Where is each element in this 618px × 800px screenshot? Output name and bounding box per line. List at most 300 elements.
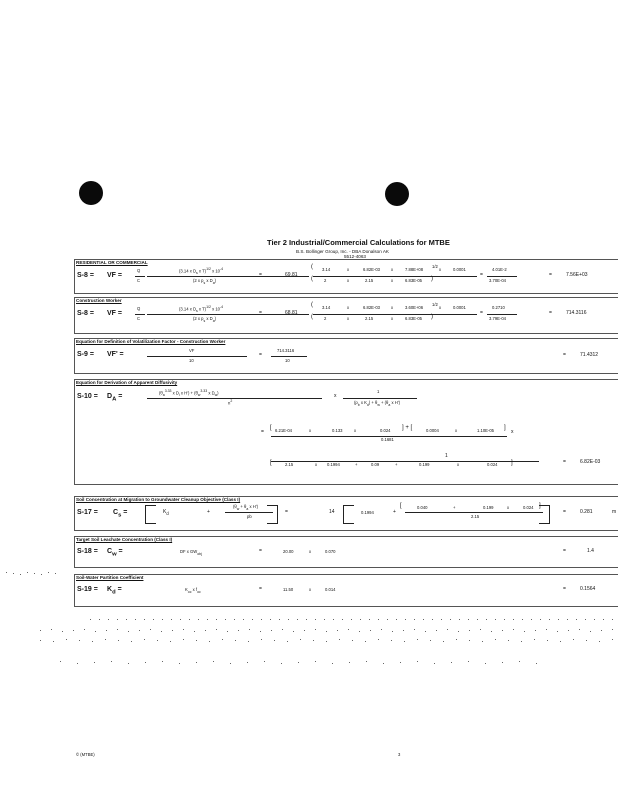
- ratio-line: [487, 314, 517, 315]
- scan-speck: [196, 662, 197, 663]
- scan-speck: [62, 631, 63, 632]
- operator: x: [354, 428, 357, 433]
- equals-sign: =: [549, 310, 552, 316]
- value: 1.10E-05: [477, 428, 494, 433]
- operator: x: [347, 267, 350, 272]
- value: 0.0004: [426, 428, 439, 433]
- frac-den-c: C: [137, 278, 141, 283]
- operator: +: [207, 509, 210, 515]
- equals-sign: =: [480, 310, 483, 316]
- scan-speck: [298, 662, 299, 663]
- section-s9: [74, 338, 618, 374]
- scan-speck: [227, 631, 228, 632]
- scan-speck: [92, 641, 93, 642]
- result-value: 714.3116: [566, 310, 587, 316]
- scan-speck: [436, 630, 437, 631]
- scan-speck: [423, 619, 424, 620]
- value-q-over-c: 68.81: [285, 310, 298, 316]
- scan-speck: [99, 619, 100, 620]
- scan-speck: [162, 619, 163, 620]
- section-s8-construction: [74, 297, 618, 334]
- scan-speck: [84, 629, 85, 630]
- scan-speck: [477, 619, 478, 620]
- scan-speck: [40, 640, 41, 641]
- equation-label: S-18 =: [77, 548, 98, 555]
- scan-speck: [111, 661, 112, 662]
- scan-speck: [573, 639, 574, 640]
- scan-speck: [568, 630, 569, 631]
- scan-speck: [468, 661, 469, 662]
- scan-speck: [425, 631, 426, 632]
- frac2-line: [343, 398, 417, 399]
- scan-speck: [342, 619, 343, 620]
- scan-speck: [313, 640, 314, 641]
- scan-speck: [546, 629, 547, 630]
- scan-speck: [432, 619, 433, 620]
- paren-open: [: [400, 503, 402, 509]
- value: 6.82E-03: [363, 305, 380, 310]
- scan-speck: [274, 640, 275, 641]
- scan-speck: [216, 629, 217, 630]
- section-header: Equation for Derivation of Apparent Diffusivity: [76, 380, 178, 385]
- formula-line: [147, 398, 322, 399]
- scan-speck: [150, 629, 151, 630]
- scan-speck: [40, 630, 41, 631]
- equation-label: S-17 =: [77, 509, 98, 516]
- equals-sign: =: [563, 352, 566, 358]
- operator: +: [355, 462, 358, 467]
- scan-speck: [414, 619, 415, 620]
- operator: x: [507, 505, 510, 510]
- value: 0.1994: [361, 510, 374, 515]
- value-denominator: 2.15: [471, 514, 480, 519]
- value: 0.1994: [327, 462, 340, 467]
- operator: x: [455, 428, 458, 433]
- scan-speck: [339, 639, 340, 640]
- scan-speck: [270, 619, 271, 620]
- section-header: Soil-Water Partition Coefficient: [76, 575, 144, 580]
- scan-speck: [196, 640, 197, 641]
- scan-speck: [170, 641, 171, 642]
- scan-speck: [599, 641, 600, 642]
- scan-speck: [95, 631, 96, 632]
- scan-speck: [576, 619, 577, 620]
- value: 3.14: [322, 267, 331, 272]
- equals-sign: =: [259, 272, 262, 278]
- equals-sign: =: [480, 272, 483, 278]
- scan-speck: [482, 641, 483, 642]
- value: 3.60E+06: [405, 305, 424, 310]
- scan-speck: [365, 641, 366, 642]
- scan-speck: [247, 662, 248, 663]
- scan-speck: [248, 641, 249, 642]
- scan-speck: [469, 630, 470, 631]
- result-value: 6.82E-03: [580, 459, 601, 465]
- scan-speck: [324, 619, 325, 620]
- operator: x: [334, 393, 337, 399]
- value: 0.024: [380, 428, 391, 433]
- equals-sign: =: [261, 429, 264, 435]
- scan-speck: [108, 619, 109, 620]
- operator: +: [393, 509, 396, 515]
- scan-speck: [513, 629, 514, 630]
- section-s19: [74, 574, 618, 607]
- scan-speck: [315, 619, 316, 620]
- scan-speck: [366, 661, 367, 662]
- scan-speck: [524, 631, 525, 632]
- formula-numerator: (3.14 x $D_s$ x T)$^{1/2}$ x $10^{-4}$: [179, 267, 224, 276]
- frac-one: 1: [445, 453, 448, 459]
- scan-speck: [79, 640, 80, 641]
- operator: x: [315, 462, 318, 467]
- punch-hole-right: [385, 182, 409, 206]
- paren-open: (: [311, 276, 313, 282]
- scan-speck: [153, 619, 154, 620]
- scan-speck: [326, 631, 327, 632]
- scan-speck: [504, 619, 505, 620]
- operator: x: [309, 549, 312, 554]
- result-value: 1.4: [587, 548, 594, 554]
- equation-lhs: VF =: [107, 272, 122, 279]
- section-s18: [74, 536, 618, 568]
- value: 0.133: [332, 428, 343, 433]
- paren-open: (: [311, 314, 313, 320]
- value: 3.14: [322, 305, 331, 310]
- operator: x: [391, 305, 394, 310]
- punch-hole-left: [79, 181, 103, 205]
- scan-speck: [557, 631, 558, 632]
- scan-speck: [135, 619, 136, 620]
- frac2-numerator: 1: [377, 389, 380, 394]
- value: 7.88E+08: [405, 267, 424, 272]
- unit-label: m: [612, 509, 617, 515]
- value: 6.83E-05: [405, 278, 422, 283]
- equation-lhs: $C_w$ =: [107, 548, 123, 558]
- result-value: 0.1564: [580, 586, 596, 592]
- ratio-line: [487, 276, 517, 277]
- frac-line: [135, 276, 145, 277]
- equals-sign: =: [259, 310, 262, 316]
- scan-speck: [456, 639, 457, 640]
- scan-speck: [55, 573, 56, 574]
- scan-speck: [536, 663, 537, 664]
- equation-label: S-9 =: [77, 351, 94, 358]
- scan-speck: [396, 619, 397, 620]
- scan-speck: [508, 640, 509, 641]
- value: 2: [324, 278, 327, 283]
- value: 6.83E-05: [405, 316, 422, 321]
- scan-speck: [225, 619, 226, 620]
- formula-numerator: ($\theta_a^{3.33}$ x $D_i$ x $H') + (\theta_w^{3.33}$ x $D_w$): [159, 389, 219, 398]
- equation-label: S-8 =: [77, 272, 94, 279]
- frac-num-q: Q: [137, 268, 141, 273]
- scan-speck: [94, 662, 95, 663]
- scan-speck: [560, 641, 561, 642]
- scan-speck: [349, 662, 350, 663]
- operator: +: [453, 505, 456, 510]
- scan-speck: [13, 573, 14, 574]
- value: 0.0001: [453, 267, 466, 272]
- result-value: 71.4312: [580, 352, 599, 358]
- scan-speck: [53, 641, 54, 642]
- equals-sign: =: [563, 586, 566, 592]
- scan-speck: [333, 619, 334, 620]
- scan-speck: [172, 630, 173, 631]
- equation-label: S-19 =: [77, 586, 98, 593]
- scan-speck: [288, 619, 289, 620]
- equation-label: S-8 =: [77, 310, 94, 317]
- scan-speck: [579, 629, 580, 630]
- scan-speck: [378, 619, 379, 620]
- scan-speck: [414, 629, 415, 630]
- value: 0.024: [487, 462, 498, 467]
- value: 0.0001: [453, 305, 466, 310]
- scan-speck: [547, 640, 548, 641]
- scan-speck: [540, 619, 541, 620]
- scan-speck: [502, 662, 503, 663]
- scan-speck: [594, 619, 595, 620]
- scan-speck: [243, 619, 244, 620]
- formula: $K_{oc}$ x $f_{oc}$: [185, 587, 201, 594]
- section-header: Construction Worker: [76, 298, 122, 303]
- scan-speck: [271, 630, 272, 631]
- scan-speck: [118, 640, 119, 641]
- value: 6.21E-04: [275, 428, 292, 433]
- value: 0.040: [417, 505, 428, 510]
- scan-speck: [315, 629, 316, 630]
- scan-speck: [531, 619, 532, 620]
- scan-speck: [90, 619, 91, 620]
- operator: x: [391, 278, 394, 283]
- section-s8-residential: [74, 259, 618, 294]
- section-s10: [74, 379, 618, 485]
- scan-speck: [450, 619, 451, 620]
- scan-speck: [139, 630, 140, 631]
- exponent: 1/2: [432, 302, 438, 307]
- scan-speck: [403, 630, 404, 631]
- scan-speck: [126, 619, 127, 620]
- scan-speck: [468, 619, 469, 620]
- frac-den-c: C: [137, 316, 141, 321]
- value: 2.15: [365, 278, 374, 283]
- ratio-numerator: 0.2710: [492, 305, 505, 310]
- scan-speck: [332, 663, 333, 664]
- formula-denominator: 10: [189, 358, 194, 363]
- scan-speck: [434, 663, 435, 664]
- paren-open: (: [311, 302, 313, 308]
- section-header: RESIDENTIAL OR COMMERCIAL: [76, 260, 148, 265]
- value: 14: [329, 509, 335, 515]
- scan-speck: [66, 639, 67, 640]
- scan-speck: [502, 630, 503, 631]
- scan-speck: [387, 619, 388, 620]
- scan-speck: [458, 631, 459, 632]
- scan-speck: [194, 631, 195, 632]
- formula-denominator: (2 x $p_s$ x $D_a$): [193, 316, 217, 323]
- scan-speck: [189, 619, 190, 620]
- scan-speck: [480, 629, 481, 630]
- equation-lhs: $K_d$ =: [107, 586, 122, 596]
- scan-speck: [447, 629, 448, 630]
- scan-speck: [297, 619, 298, 620]
- fraction-line: [313, 276, 477, 277]
- scan-speck: [603, 619, 604, 620]
- frac2-denominator: ($p_b$ x $K_d) + \theta_w + (\theta_a$ x H'): [354, 400, 400, 407]
- scan-speck: [6, 572, 7, 573]
- left-bracket: [343, 505, 354, 524]
- operator: x: [511, 429, 514, 435]
- scan-speck: [180, 619, 181, 620]
- operator: +: [395, 462, 398, 467]
- scan-speck: [131, 641, 132, 642]
- equals-sign: =: [259, 352, 262, 358]
- scan-speck: [558, 619, 559, 620]
- scan-speck: [287, 641, 288, 642]
- scan-speck: [205, 630, 206, 631]
- value-numerator: 714.3116: [277, 348, 295, 353]
- bracket-close: ]: [511, 460, 513, 466]
- value: 6.82E-03: [363, 267, 380, 272]
- paren-open: (: [311, 264, 313, 270]
- scan-speck: [405, 619, 406, 620]
- paren-close: ): [431, 314, 433, 320]
- scan-speck: [282, 629, 283, 630]
- equals-sign: =: [549, 272, 552, 278]
- formula-line: [147, 356, 247, 357]
- scan-speck: [261, 619, 262, 620]
- scan-speck: [235, 640, 236, 641]
- scan-speck: [105, 639, 106, 640]
- value: 0.070: [325, 549, 336, 554]
- paren-close: ): [431, 276, 433, 282]
- value: 2: [324, 316, 327, 321]
- fraction-line: [313, 314, 477, 315]
- scan-speck: [392, 631, 393, 632]
- bracket-open: [: [270, 460, 272, 466]
- value: 0.014: [325, 587, 336, 592]
- frac-num-q: Q: [137, 306, 141, 311]
- scan-speck: [60, 661, 61, 662]
- scan-speck: [590, 631, 591, 632]
- equals-sign: =: [563, 548, 566, 554]
- scan-speck: [144, 639, 145, 640]
- bracket-denominator: 0.1681: [381, 437, 394, 442]
- formula-denominator: $n^2$: [228, 399, 233, 406]
- equals-sign: =: [259, 548, 262, 554]
- scan-speck: [348, 629, 349, 630]
- scan-speck: [326, 641, 327, 642]
- frac-denominator: pb: [247, 514, 252, 519]
- facility-id: 5512-4063: [344, 254, 366, 259]
- value-denominator: 10: [285, 358, 290, 363]
- scan-speck: [306, 619, 307, 620]
- scan-speck: [567, 619, 568, 620]
- scan-speck: [337, 630, 338, 631]
- scan-speck: [77, 663, 78, 664]
- operator: x: [391, 316, 394, 321]
- bracket-mid: ] + [: [402, 425, 413, 431]
- operator: x: [347, 305, 350, 310]
- scan-speck: [264, 661, 265, 662]
- page-subtitle: B.S. Bollinger Group, Inc. - DBA Donalson AK: [296, 249, 389, 254]
- scan-speck: [370, 630, 371, 631]
- scan-speck: [183, 629, 184, 630]
- scan-speck: [315, 661, 316, 662]
- formula-numerator: (3.14 x $D_s$ x T)$^{1/2}$ x $10^{-4}$: [179, 305, 224, 314]
- scan-speck: [293, 631, 294, 632]
- formula-denominator: (2 x $p_s$ x $D_a$): [193, 278, 217, 285]
- scan-speck: [535, 630, 536, 631]
- right-bracket: [539, 505, 550, 524]
- scan-speck: [230, 663, 231, 664]
- scan-speck: [352, 640, 353, 641]
- scan-speck: [459, 619, 460, 620]
- scan-speck: [48, 572, 49, 573]
- operator: x: [439, 305, 442, 310]
- frac-line: [135, 314, 145, 315]
- scan-speck: [41, 574, 42, 575]
- result-value: 0.281: [580, 509, 593, 515]
- scan-speck: [521, 641, 522, 642]
- scan-speck: [183, 639, 184, 640]
- scan-speck: [20, 574, 21, 575]
- scan-speck: [391, 640, 392, 641]
- scan-speck: [216, 619, 217, 620]
- equation-lhs: $D_A$ =: [107, 393, 123, 403]
- scan-speck: [351, 619, 352, 620]
- equation-lhs: VF =: [107, 310, 122, 317]
- section-header: Soil Concentration at Migration to Groundwater Cleanup Objective (Class I): [76, 497, 241, 502]
- scan-speck: [162, 661, 163, 662]
- scan-speck: [495, 639, 496, 640]
- scan-speck: [400, 662, 401, 663]
- scan-speck: [469, 640, 470, 641]
- scan-speck: [238, 630, 239, 631]
- ratio-numerator: 4.01E-2: [492, 267, 507, 272]
- scan-speck: [34, 573, 35, 574]
- scan-speck: [585, 619, 586, 620]
- equation-label: S-10 =: [77, 393, 98, 400]
- equals-sign: =: [259, 586, 262, 592]
- scan-speck: [128, 663, 129, 664]
- paren-close: ]: [539, 503, 541, 509]
- scan-speck: [491, 631, 492, 632]
- value: 11.50: [283, 587, 294, 592]
- page-number: 3: [398, 752, 401, 757]
- formula-numerator: VF: [189, 348, 195, 353]
- scan-speck: [145, 662, 146, 663]
- scan-speck: [51, 629, 52, 630]
- operator: x: [347, 316, 350, 321]
- scan-speck: [378, 639, 379, 640]
- kd-symbol: $K_d$: [163, 509, 169, 516]
- operator: x: [439, 267, 442, 272]
- right-bracket: [267, 505, 278, 524]
- frac-line: [225, 512, 273, 513]
- scan-speck: [486, 619, 487, 620]
- left-bracket: [145, 505, 156, 524]
- scan-speck: [261, 639, 262, 640]
- scan-speck: [260, 631, 261, 632]
- scan-speck: [117, 629, 118, 630]
- equals-sign: =: [563, 509, 566, 515]
- scan-speck: [144, 619, 145, 620]
- scan-speck: [485, 663, 486, 664]
- scan-speck: [534, 639, 535, 640]
- value: 0.024: [523, 505, 534, 510]
- equation-lhs: VF' =: [107, 351, 124, 358]
- formula: DF x $GW_{obj}$: [180, 549, 202, 556]
